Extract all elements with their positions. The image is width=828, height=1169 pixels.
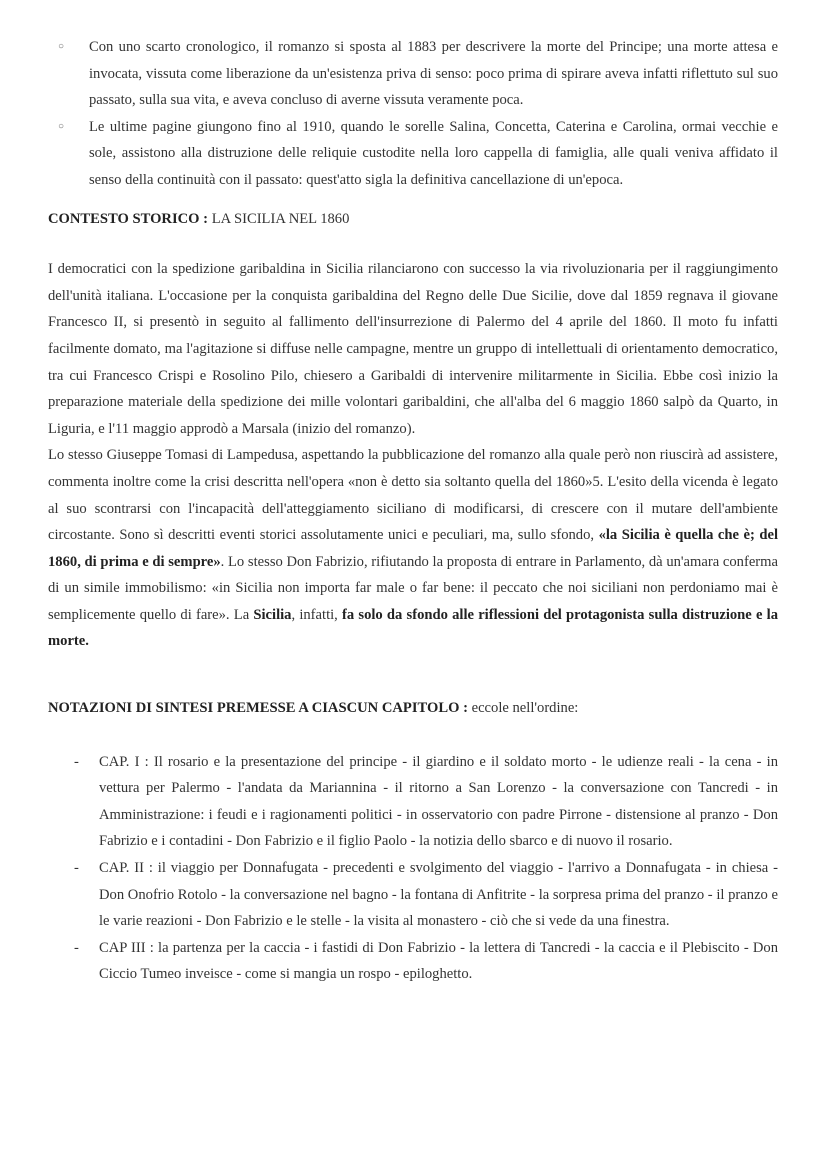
circle-bullet-icon: ○ [58,120,65,132]
paragraph-historical-context: I democratici con la spedizione garibaldina in Sicilia rilanciarono con successo la via rivoluzionaria per il raggiungimento dell'unità italiana. L'occasione per la conquista garibaldina del Regno delle Due Sicilie, dove dal 1859 regnava il giovane Francesco II, si presentò in seguito al fallimento dell'insurrezione di Palermo del 4 aprile del 1860. Il moto fu infatti facilmente domato, ma l'agitazione si diffuse nelle campagne, mentre un gruppo di intellettuali di orientamento democratico, tra cui Francesco Crispi e Rosolino Pilo, chiesero a Garibaldi di intervenire militarmente in Sicilia. Ebbe così inizio la preparazione materiale della spedizione dei mille volontari garibaldini, che all'alba del 6 maggio 1860 salpò da Quarto, in Liguria, e l'11 maggio approdò a Marsala (inizio del romanzo). [48,261,778,437]
document-page [48,34,778,988]
section-heading-notazioni [48,695,778,722]
list-item [48,114,778,194]
chapter-text: CAP III : la partenza per la caccia - i fastidi di Don Fabrizio - la lettera di Tancredi - la caccia e il Plebiscito - Don Ciccio Tumeo inveisce - come si mangia un rospo - epiloghetto. [99,939,778,983]
heading-bold: CONTESTO STORICO : [48,210,209,227]
circle-bullet-icon: ○ [58,41,65,52]
heading-rest: LA SICILIA NEL 1860 [208,210,350,227]
summary-bullet-list [48,34,778,194]
heading-bold: NOTAZIONI DI SINTESI PREMESSE A CIASCUN CAPITOLO : [48,700,468,717]
bold-word: Sicilia [253,606,292,623]
list-item [48,855,778,935]
bold-sentence: fa solo da sfondo alle riflessioni del protagonista sulla distruzione e la morte. [48,606,778,650]
dash-bullet-icon: - [74,939,79,956]
paragraph-lampedusa [48,442,778,655]
text-span: . Lo stesso Don Fabrizio, rifiutando la proposta di entrare in Parlamento, dà un'amara conferma di un simile immobilismo: «in Sicilia non importa far male o far bene: il peccato che noi siciliani non perdoniamo mai è semplicemente quello di fare». La [48,553,778,623]
list-item [48,749,778,855]
heading-rest: eccole nell'ordine: [467,700,579,717]
bullet-text: Le ultime pagine giungono fino al 1910, quando le sorelle Salina, Concetta, Caterina e Carolina, ormai vecchie e sole, assistono alla distruzione delle reliquie custodite nella loro cappella di famiglia, alle quali veniva affidato il senso della continuità con il passato: quest'atto sigla la definitiva cancellazione di un'epoca. [89,118,778,188]
bold-quote: «la Sicilia è quella che è; del 1860, di prima e di sempre» [48,527,778,570]
chapter-text: CAP. I : Il rosario e la presentazione del principe - il giardino e il soldato morto - le udienze reali - la cena - in vettura per Palermo - l'andata da Mariannina - il ritorno a San Lorenzo - la conversazione con Tancredi - in Amministrazione: i feudi e i ragionamenti politici - in osservatorio con padre Pirrone - distensione al pranzo - Don Fabrizio e i contadini - Don Fabrizio e il figlio Paolo - la notizia dello sbarco e di nuovo il rosario. [99,753,778,850]
section-heading-contesto [48,206,778,233]
chapter-text: CAP. II : il viaggio per Donnafugata - precedenti e svolgimento del viaggio - l'arrivo a Donnafugata - in chiesa - Don Onofrio Rotolo - la conversazione nel bagno - la fontana di Anfitrite - la sorpresa prima del pranzo - il pranzo e le varie reazioni - Don Fabrizio e le stelle - la visita al monastero - ciò che si vede da una finestra. [99,860,778,930]
text-span: Lo stesso Giuseppe Tomasi di Lampedusa, aspettando la pubblicazione del romanzo alla quale però non riuscirà ad assistere, commenta inoltre come la crisi descritta nell'opera «non è detto sia soltanto quella del 1860»5. L'esito della vicenda è legato al suo scontrarsi con l'incapacità dell'atteggiamento siciliano di modificarsi, di crescere con il mutare dell'ambiente circostante. Sono sì descritti eventi storici assolutamente unici e peculiari, ma, sullo sfondo, [48,447,778,544]
list-item [48,935,778,988]
bullet-text: Con uno scarto cronologico, il romanzo si sposta al 1883 per descrivere la morte del Principe; una morte attesa e invocata, vissuta come liberazione da un'esistenza priva di senso: poco prima di spirare aveva infatti riflettuto sul suo passato, sulla sua vita, e aveva concluso di averne vissuta veramente poca. [89,39,778,109]
dash-bullet-icon: - [74,753,79,770]
dash-bullet-icon: - [74,860,79,877]
chapter-list [48,749,778,988]
text-span: , infatti, [291,606,343,623]
list-item [48,34,778,114]
